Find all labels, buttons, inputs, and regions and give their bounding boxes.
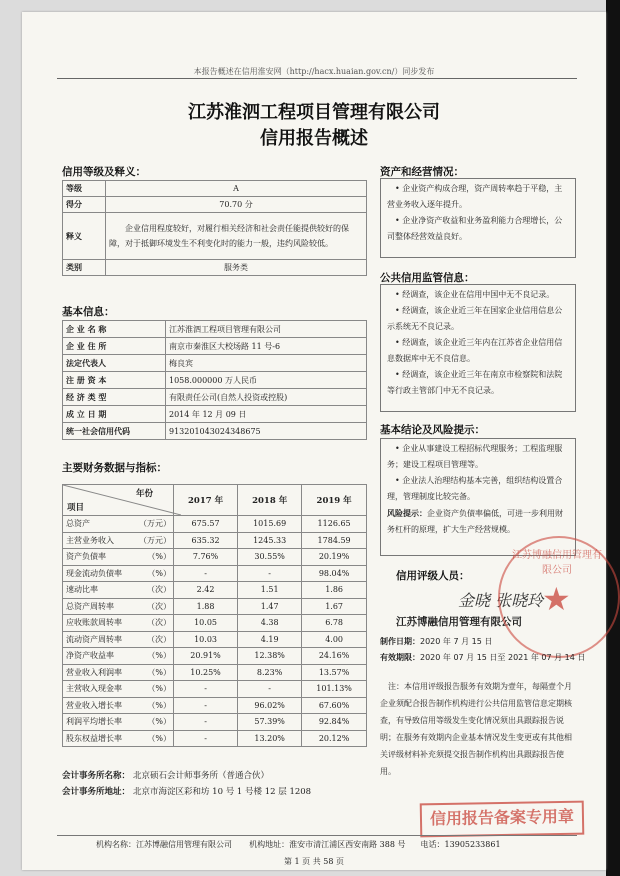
finance-row [63,532,367,549]
finance-row [63,697,367,714]
corner-item-label: 项目 [67,503,85,513]
basic-value: 有限责任公司(自然人投资或控股) [166,389,367,406]
finance-value: 1.67 [302,598,367,615]
seal-star-icon: ★ [542,580,571,618]
rating-row [63,197,367,213]
accountant-address-value: 北京市海淀区彩和坊 10 号 1 号楼 12 层 1208 [132,787,312,797]
accountant-address-line [62,785,311,797]
finance-value: 96.02% [238,697,302,714]
finance-item-name: 现金流动负债率 [66,568,122,578]
conclusion-section-title: 基本结论及风险提示： [380,424,485,436]
basic-value: 913201043024348675 [166,423,367,440]
rater-signature: 金晓 张晓玲 [458,591,544,610]
finance-item-cell [63,648,174,665]
finance-value: 7.76% [174,549,238,566]
conclusion-item: • 企业法人治理结构基本完善，组织结构设置合理，管理制度比较完备。 [387,476,563,501]
finance-item-unit: （%） [147,733,171,743]
finance-value: 8.23% [238,664,302,681]
finance-row [63,714,367,731]
finance-item-unit: （万元） [139,519,171,529]
finance-row [63,565,367,582]
finance-value: 1245.33 [238,532,302,549]
finance-item-unit: （%） [147,568,171,578]
accountant-value: 北京硕石会计师事务所（普通合伙） [132,771,269,781]
assets-item: • 企业净资产收益和业务盈利能力合理增长，公司整体经营效益良好。 [387,216,563,241]
basic-row [63,372,367,389]
finance-item-cell [63,615,174,632]
rating-value: A [106,181,367,197]
accountant-address-label: 会计事务所地址： [62,787,131,797]
finance-value: 10.03 [174,631,238,648]
basic-row [63,355,367,372]
finance-value: 4.19 [238,631,302,648]
finance-value: 30.55% [238,549,302,566]
finance-row [63,631,367,648]
basic-row [63,321,367,338]
rating-section-title: 信用等级及释义： [62,166,146,178]
finance-row [63,615,367,632]
finance-value: - [238,565,302,582]
finance-item-unit: （%） [147,651,171,661]
finance-value: - [174,681,238,698]
finance-row [63,648,367,665]
finance-row [63,598,367,615]
finance-value: 1784.59 [302,532,367,549]
finance-item-name: 总资产周转率 [66,601,114,611]
finance-item-cell [63,582,174,599]
finance-item-unit: （%） [147,700,171,710]
finance-value: 1.86 [302,582,367,599]
finance-value: 4.00 [302,631,367,648]
basic-label: 法定代表人 [63,355,166,372]
assets-box [380,178,576,258]
filing-stamp: 信用报告备案专用章 [420,801,585,838]
header-rule [57,78,577,79]
company-title: 江苏淮泗工程项目管理有限公司 [188,102,440,123]
finance-value: 675.57 [174,516,238,533]
finance-value: 10.25% [174,664,238,681]
basic-value: 2014 年 12 月 09 日 [166,406,367,423]
rating-row [63,181,367,197]
finance-value: 635.32 [174,532,238,549]
finance-item-unit: （%） [147,552,171,562]
meaning-value: 企业信用程度较好，对履行相关经济和社会责任能提供较好的保障，对于抵御环境发生不利变化时的能力一般，违约风险较低。 [106,213,367,260]
basic-row [63,338,367,355]
rater-company: 江苏博融信用管理有限公司 [396,616,522,628]
footer-address: 淮安市清江浦区西安南路 388 号 [289,840,406,849]
make-date-line: 制作日期：2020 年 7 月 15 日 [380,637,493,646]
assets-section-title: 资产和经营情况： [380,166,464,178]
finance-row [63,730,367,747]
report-page [22,12,606,870]
conclusion-item: • 企业从事建设工程招标代理服务；工程监理服务；建设工程项目管理等。 [387,444,563,469]
finance-item-name: 利润平均增长率 [66,717,122,727]
finance-value: 92.84% [302,714,367,731]
finance-item-cell [63,598,174,615]
finance-value: 20.19% [302,549,367,566]
supervision-item: • 经调查，该企业在信用中国中无不良记录。 [395,290,555,299]
accountant-line [62,769,269,781]
finance-value: 10.05 [174,615,238,632]
basic-row [63,389,367,406]
finance-item-cell [63,697,174,714]
finance-value: 67.60% [302,697,367,714]
finance-item-name: 股东权益增长率 [66,733,122,743]
finance-value: - [174,565,238,582]
finance-row [63,516,367,533]
basic-label: 统一社会信用代码 [63,423,166,440]
basic-label: 经 济 类 型 [63,389,166,406]
basic-label: 成 立 日 期 [63,406,166,423]
year-header: 2019 年 [302,485,367,516]
finance-item-name: 净资产收益率 [66,651,114,661]
score-value: 70.70 分 [106,197,367,213]
finance-item-unit: （%） [147,684,171,694]
finance-corner-cell [63,485,174,516]
basic-value: 江苏淮泗工程项目管理有限公司 [166,321,367,338]
finance-item-unit: （%） [147,717,171,727]
supervision-section-title: 公共信用监管信息： [380,272,475,284]
footer-info: 机构名称：江苏博融信用管理有限公司 机构地址：淮安市清江浦区西安南路 388 号 电话：13905233861 [96,840,501,849]
finance-item-name: 应收账款周转率 [66,618,122,628]
finance-value: 20.12% [302,730,367,747]
corner-year-label: 年份 [135,489,153,499]
footer-org: 江苏博融信用管理有限公司 [136,840,232,849]
finance-value: 20.91% [174,648,238,665]
finance-value: 98.04% [302,565,367,582]
finance-value: 12.38% [238,648,302,665]
basic-row [63,406,367,423]
meaning-label: 释义 [63,213,106,260]
finance-value: 1.51 [238,582,302,599]
finance-value: 13.20% [238,730,302,747]
accountant-label: 会计事务所名称： [62,771,131,781]
finance-value: - [174,730,238,747]
finance-value: 57.39% [238,714,302,731]
validity-note: 注：本信用评级报告服务有效期为壹年，每隔壹个月企业须配合报告制作机构进行公共信用监管信息定期核查，有导致信用等级发生变化情况须出具跟踪报告说明；在服务有效期内企业基本情况发生变更或有其他相关评级材料补充须提交报告制作机构出具跟踪报告使用。 [380,682,572,776]
finance-item-cell [63,549,174,566]
category-value: 服务类 [106,260,367,276]
seal-text: 江苏博融信用管理有限公司 [512,550,602,576]
rating-row [63,260,367,276]
finance-item-cell [63,565,174,582]
finance-value: 24.16% [302,648,367,665]
footer-rule [57,835,577,836]
finance-value: 6.78 [302,615,367,632]
rating-label: 等级 [63,181,106,197]
basic-label: 企 业 名 称 [63,321,166,338]
finance-value: 101.13% [302,681,367,698]
finance-row [63,549,367,566]
basic-value: 梅良宾 [166,355,367,372]
basic-label: 注 册 资 本 [63,372,166,389]
finance-value: 1.88 [174,598,238,615]
finance-value: - [238,681,302,698]
supervision-box [380,284,576,412]
basic-value: 1058.000000 万人民币 [166,372,367,389]
finance-header-row [63,485,367,516]
basic-label: 企 业 住 所 [63,338,166,355]
finance-value: 1015.69 [238,516,302,533]
year-header: 2017 年 [174,485,238,516]
finance-item-name: 主营收入现金率 [66,684,122,694]
basic-value: 南京市秦淮区大校场路 11 号-6 [166,338,367,355]
finance-item-cell [63,681,174,698]
publish-note: 本报告概述在信用淮安网（http://hacx.huaian.gov.cn/）同步发布 [193,67,435,76]
finance-item-unit: （次） [147,618,171,628]
finance-value: - [174,697,238,714]
finance-section-title: 主要财务数据与指标： [62,462,167,474]
page-number: 第 1 页 共 58 页 [284,857,344,866]
score-label: 得分 [63,197,106,213]
finance-value: 13.57% [302,664,367,681]
finance-item-unit: （%） [147,667,171,677]
finance-item-cell [63,516,174,533]
finance-item-cell [63,714,174,731]
finance-item-cell [63,631,174,648]
finance-item-cell [63,532,174,549]
finance-value: 1.47 [238,598,302,615]
basic-info-table [62,320,367,440]
finance-item-unit: （次） [147,634,171,644]
assets-item: • 企业资产构成合理，资产周转率趋于平稳，主营业务收入逐年提升。 [387,184,563,209]
supervision-item: • 经调查，该企业近三年在国家企业信用信息公示系统无不良记录。 [387,306,563,331]
finance-table [62,484,367,747]
finance-row [63,664,367,681]
finance-row [63,681,367,698]
finance-value: 2.42 [174,582,238,599]
supervision-item: • 经调查，该企业近三年内在江苏省企业信用信息数据库中无不良信息。 [387,338,563,363]
finance-item-cell [63,730,174,747]
finance-value: 4.38 [238,615,302,632]
finance-row [63,582,367,599]
finance-item-name: 流动资产周转率 [66,634,122,644]
rating-row [63,213,367,260]
scan-edge [606,0,620,876]
supervision-item: • 经调查，该企业近三年在南京市检察院和法院等行政主管部门中无不良记录。 [387,370,563,395]
finance-item-unit: （次） [147,585,171,595]
year-header: 2018 年 [238,485,302,516]
finance-item-unit: （万元） [139,535,171,545]
rater-label: 信用评级人员： [396,570,470,582]
category-label: 类别 [63,260,106,276]
finance-value: 1126.65 [302,516,367,533]
finance-item-unit: （次） [147,601,171,611]
finance-item-cell [63,664,174,681]
finance-item-name: 资产负债率 [66,552,106,562]
footer-phone: 13905233861 [444,840,501,849]
valid-date-line: 有效期限：2020 年 07 月 15 日至 2021 年 07 月 14 日 [380,653,586,662]
rating-table [62,180,367,276]
finance-item-name: 营业收入利润率 [66,667,122,677]
basic-section-title: 基本信息： [62,306,115,318]
report-title: 信用报告概述 [260,128,368,149]
risk-note: 风险提示：企业资产负债率偏低，可进一步利用财务杠杆的原理，扩大生产经营规模。 [387,508,563,534]
finance-item-name: 速动比率 [66,585,98,595]
finance-value: - [174,714,238,731]
basic-row [63,423,367,440]
finance-item-name: 主营业务收入 [66,535,114,545]
finance-item-name: 营业收入增长率 [66,700,122,710]
finance-item-name: 总资产 [66,519,90,529]
